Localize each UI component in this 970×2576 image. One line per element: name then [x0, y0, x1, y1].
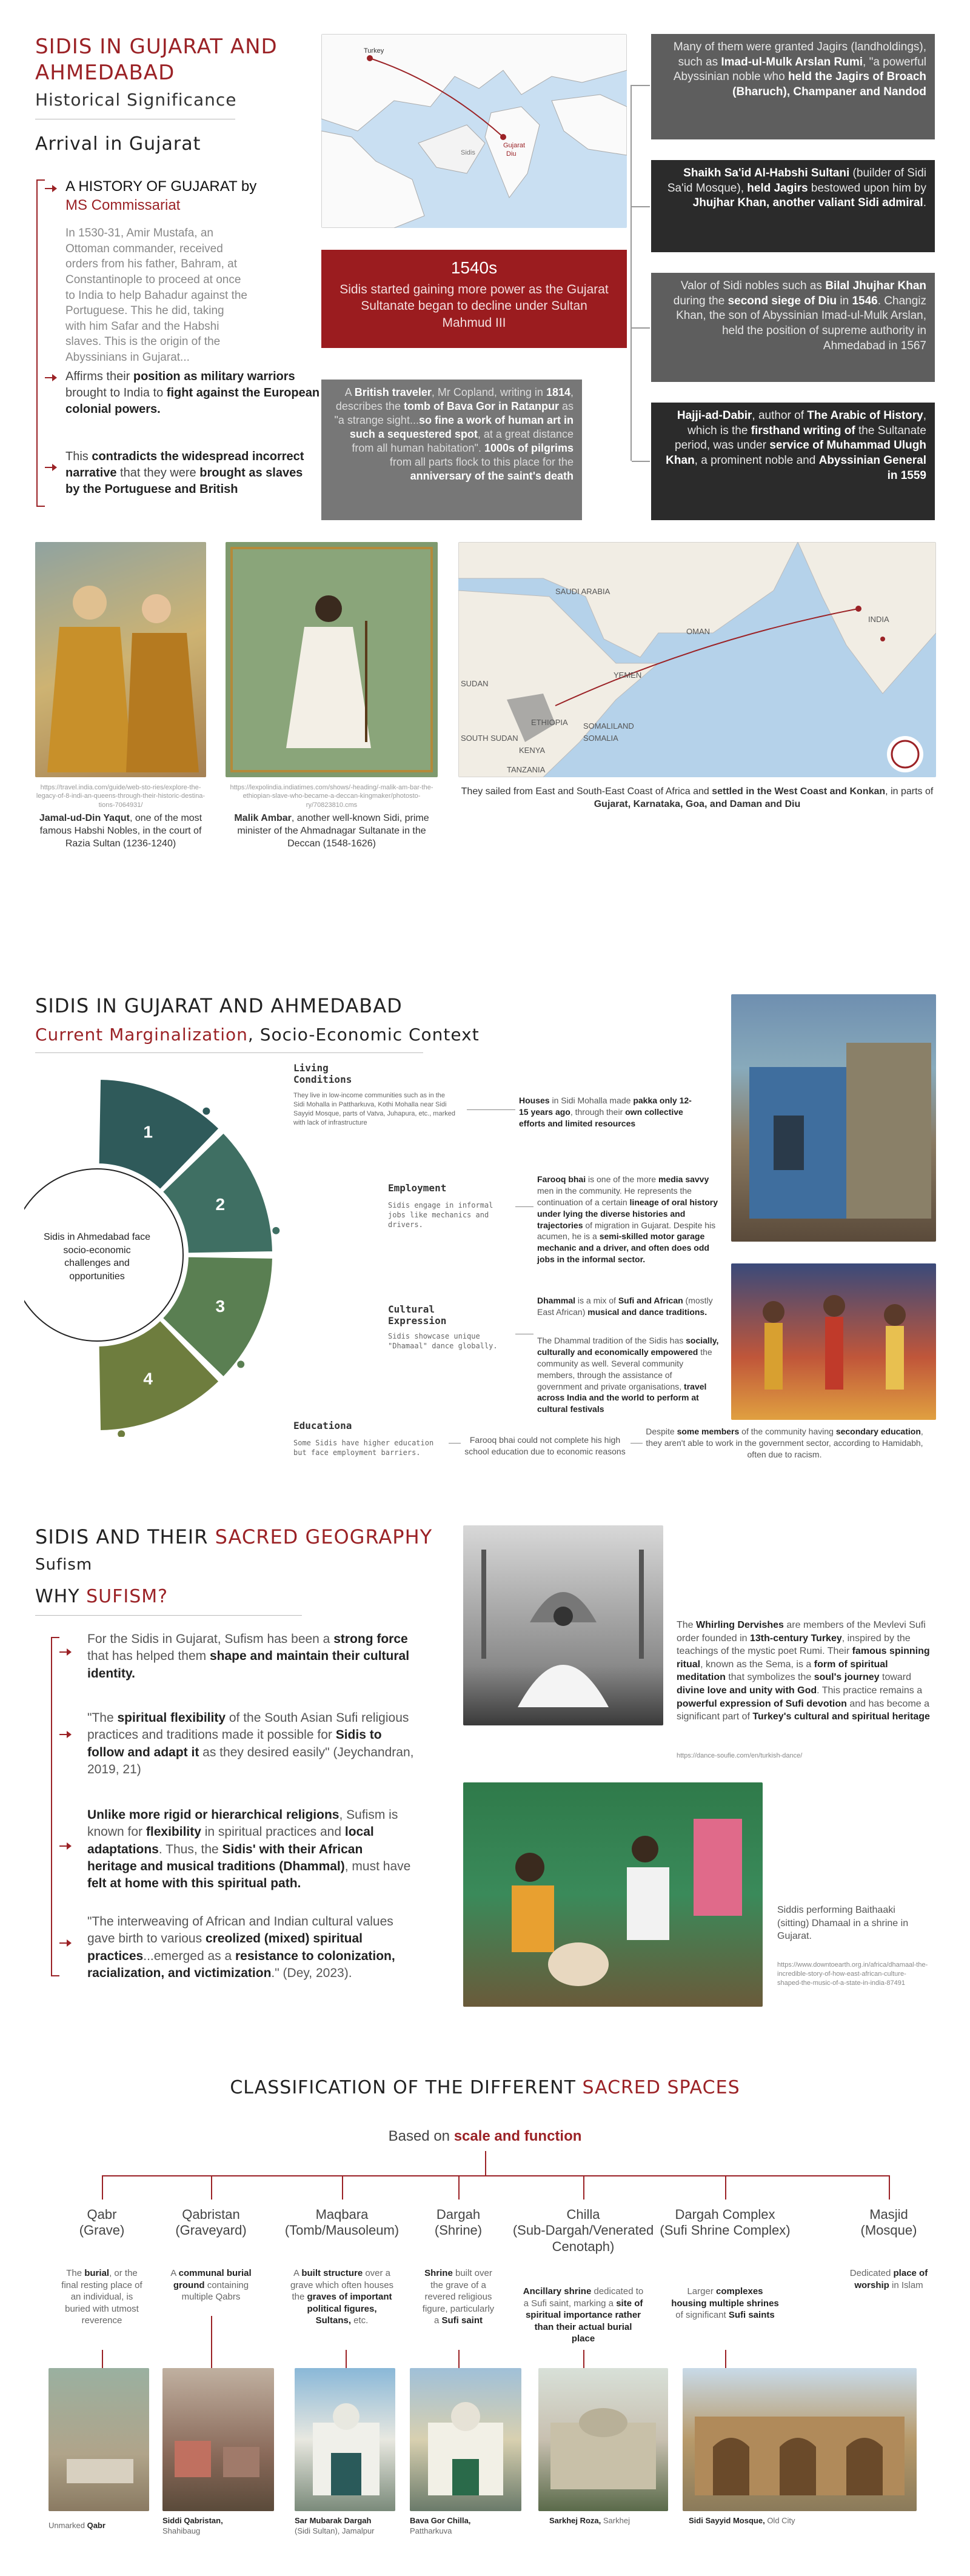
map-label: ETHIOPIA	[531, 718, 568, 727]
year-box: 1540s Sidis started gaining more power as the Gujarat Sultanate began to decline under Sultan Mahmud III	[321, 250, 627, 348]
farooq-text: Farooq bhai is one of the more media savvy men in the community. He represents the continuation of a certain lineage of oral history under lying the diverse histories and trajectories of migration in Gujarat. Despite his acumen, he is a semi-skilled motor garage mechanic and a driver, and often does odd jobs in the informal sector.	[537, 1174, 718, 1265]
photo-dhamaal-dance	[731, 1263, 936, 1420]
photo-illustration	[48, 2368, 149, 2511]
tree-branch	[102, 2175, 889, 2176]
section1-title: SIDIS IN GUJARAT AND AHMEDABAD	[35, 35, 278, 85]
wheel-marker-dot	[117, 1430, 125, 1437]
section2-title: SIDIS IN GUJARAT AND AHMEDABAD	[35, 994, 403, 1017]
photo-illustration	[410, 2368, 521, 2511]
photo-sarkhej-roza	[538, 2368, 668, 2511]
cap-sarkhej-roza: Sarkhej Roza, Sarkhej	[549, 2516, 630, 2525]
tree-leaf	[725, 2175, 726, 2200]
map-svg	[458, 542, 936, 777]
baithaaki-caption: Siddis performing Baithaaki (sitting) Dhamaal in a shrine in Gujarat.	[777, 1905, 909, 1942]
arrow-icon	[59, 1845, 70, 1847]
map-label: OMAN	[686, 627, 710, 636]
photo-illustration	[731, 994, 936, 1242]
photo-illustration	[683, 2368, 917, 2511]
photo-connector	[725, 2350, 726, 2368]
wheel-segment-label: 4	[143, 1369, 153, 1388]
photo-illustration	[162, 2368, 274, 2511]
photo-connector	[458, 2350, 460, 2368]
jagir-box: Many of them were granted Jagirs (landholdings), such as Imad-ul-Mulk Arslan Rumi, "a powerful Abyssinian noble who held the Jagirs of Broach (Bharuch), Champaner and Nandod	[651, 34, 935, 139]
cap-sar-mubarak: Sar Mubarak Dargah (Sidi Sultan), Jamalpur	[295, 2516, 375, 2535]
connector-line	[630, 1443, 643, 1444]
photo-illustration	[295, 2368, 395, 2511]
portrait-jamal-ud-din-yaqut	[35, 542, 206, 777]
sufism-point-1: For the Sidis in Gujarat, Sufism has been a strong force that has helped them shape and maintain their cultural identity.	[87, 1632, 410, 1681]
item-desc-education: Some Sidis have higher education but face employment barriers.	[293, 1439, 434, 1457]
connector-tick	[632, 206, 650, 207]
whirling-source: https://dance-soufie.com/en/turkish-dance/	[677, 1752, 803, 1759]
map-label: INDIA	[868, 615, 889, 624]
desc-maqbara: A built structure over a grave which often houses the graves of important political figures, Sultans, etc.	[290, 2268, 394, 2326]
connector-line	[449, 1443, 461, 1444]
section1-subtitle: Historical Significance	[35, 90, 237, 110]
map-label: TANZANIA	[507, 765, 546, 774]
space-dargah-complex: Dargah Complex (Sufi Shrine Complex)	[660, 2207, 791, 2238]
wheel-marker-dot	[236, 1360, 245, 1368]
valor-box: Valor of Sidi nobles such as Bilal Jhujhar Khan during the second siege of Diu in 1546. Changiz Khan, the son of Abyssinian Imad-ul-Mulk Arslan, held the position of supreme authority in Ahmedabad in 1567	[651, 273, 935, 382]
divider	[35, 1615, 302, 1616]
desc-masjid: Dedicated place of worship in Islam	[849, 2268, 928, 2290]
map-label: SOMALIA	[583, 734, 618, 743]
map-label: YEMEN	[614, 671, 642, 680]
portrait-caption: Malik Ambar, another well-known Sidi, prime minister of the Ahmadnagar Sultanate in the Deccan (1548-1626)	[234, 813, 429, 849]
map-label: Sidis	[461, 149, 475, 156]
tree-leaf	[102, 2175, 103, 2200]
item-desc-employment: Sidis engage in informal jobs like mechanics and drivers.	[388, 1201, 493, 1229]
map-label: SOUTH SUDAN	[461, 734, 518, 743]
map-svg	[321, 34, 627, 228]
item-title-employment: Employment	[388, 1182, 447, 1194]
context-wheel	[24, 1073, 291, 1437]
houses-text: Houses in Sidi Mohalla made pakka only 12-15 years ago, through their own collective efforts and limited resources	[519, 1096, 692, 1128]
portrait-malik-ambar	[226, 542, 438, 777]
photo-connector	[583, 2350, 584, 2368]
arrow-icon	[45, 188, 56, 189]
item-desc-cultural: Sidis showcase unique "Dhamaal" dance globally.	[388, 1332, 498, 1351]
map-label: Gujarat	[503, 142, 526, 149]
connector-tick	[632, 85, 650, 86]
desc-qabristan: A communal burial ground containing multiple Qabrs	[170, 2268, 252, 2302]
traveler-box: A British traveler, Mr Copland, writing in 1814, describes the tomb of Bava Gor in Ratanpur as "a strange sight...so fine a work of human art in such a sequestered spot, at a great distance from all human habitation". 1000s of pilgrims from all parts flock to this place for the anniversary of the saint's death	[321, 380, 582, 520]
photo-unmarked-qabr	[48, 2368, 149, 2511]
classification-basis: Based on scale and function	[388, 2128, 582, 2144]
tree-leaf	[458, 2175, 460, 2200]
history-body: In 1530-31, Amir Mustafa, an Ottoman commander, received orders from his father, Bahram, at Constantinople to proceed at once to India to help Bahadur against the Portuguese. This he did, taking with him Safar and the Habshi slaves. This is the origin of the Abyssinians in Gujarat...	[65, 227, 248, 364]
portrait-illustration	[35, 542, 206, 777]
baithaaki-source: https://www.downtoearth.org.in/africa/dhamaal-the-incredible-story-of-how-east-african-culture-shaped-the-music-of-a-state-in-india-87491	[777, 1961, 928, 1987]
sufism-point-3: Unlike more rigid or hierarchical religions, Sufism is known for flexibility in spiritual practices and local adaptations. Thus, the Sidis' with their African heritage and musical traditions (Dhammal), must have felt at home with this spiritual path.	[87, 1808, 411, 1891]
photo-sidi-sayyid-mosque	[683, 2368, 917, 2511]
dhammal-tradition-text: The Dhammal tradition of the Sidis has socially, culturally and economically empowered the community as well. Several community members, through the assistance of government and private organisations, travel across India and the world to perform at cultural festivals	[537, 1336, 719, 1414]
cap-unmarked-qabr: Unmarked Qabr	[48, 2521, 105, 2530]
divider	[35, 1052, 423, 1053]
space-chilla: Chilla (Sub-Dargah/Venerated Cenotaph)	[512, 2207, 654, 2254]
map-label: SAUDI ARABIA	[555, 587, 610, 596]
dhammal-text: Dhammal is a mix of Sufi and African (mostly East African) musical and dance traditions.	[537, 1296, 713, 1317]
photo-illustration	[463, 1782, 763, 2007]
history-point-narrative: This contradicts the widespread incorrect narrative that they were brought as slaves by the Portuguese and British	[65, 450, 304, 496]
photo-illustration	[538, 2368, 668, 2511]
tree-stem	[485, 2151, 486, 2175]
connector-tick	[632, 327, 650, 329]
space-dargah: Dargah (Shrine)	[434, 2207, 483, 2238]
space-masjid: Masjid (Mosque)	[860, 2207, 917, 2238]
desc-qabr: The burial, or the final resting place of an individual, is buried with utmost reverence	[61, 2268, 142, 2326]
tree-leaf	[211, 2175, 212, 2200]
space-qabristan: Qabristan (Graveyard)	[175, 2207, 247, 2238]
map-label: Turkey	[364, 47, 384, 55]
history-point-warriors: Affirms their position as military warriors brought to India to fight against the European colonial powers.	[65, 370, 320, 416]
portrait-illustration	[226, 542, 438, 777]
wheel-center-text: Sidis in Ahmedabad face socio-economic challenges and opportunities	[43, 1232, 151, 1282]
space-qabr: Qabr (Grave)	[79, 2207, 125, 2238]
route-map-large	[458, 542, 936, 777]
map-label: Diu	[506, 150, 517, 158]
arrow-icon	[59, 1651, 70, 1653]
connector-line	[515, 1206, 534, 1207]
cap-sidi-sayyid: Sidi Sayyid Mosque, Old City	[689, 2516, 795, 2525]
sufism-point-4: "The interweaving of African and Indian cultural values gave birth to various creolized (mixed) spiritual practices...emerged as a resistance to colonization, racialization, and victimization." (Dey, 2023).	[87, 1915, 395, 1981]
photo-siddi-qabristan	[162, 2368, 274, 2511]
space-maqbara: Maqbara (Tomb/Mausoleum)	[284, 2207, 400, 2238]
map2-caption: They sailed from East and South-East Coast of Africa and settled in the West Coast and Konkan, in parts of Gujarat, Karnataka, Goa, and Daman and Diu	[461, 786, 934, 809]
cap-siddi-qabristan: Siddi Qabristan, Shahibaug	[162, 2516, 223, 2535]
section-arrival: Arrival in Gujarat	[35, 133, 201, 155]
photo-baithaaki-dhamaal	[463, 1782, 763, 2007]
arrow-icon	[59, 1734, 70, 1735]
section3-title: SIDIS AND THEIR SACRED GEOGRAPHY	[35, 1525, 433, 1548]
cap-bava-gor: Bava Gor Chilla, Pattharkuva	[410, 2516, 471, 2535]
section2-subtitle: Current Marginalization, Socio-Economic Context	[35, 1025, 480, 1045]
history-bracket	[36, 179, 45, 507]
portrait-source-url: https://lexpolindia.indiatimes.com/shows/-heading/-malik-am-bar-the-ethiopian-slave-who-became-a-deccan-kingmaker/photosto-ry/70823810.cms	[230, 784, 433, 809]
wheel-segment-label: 2	[215, 1194, 226, 1214]
photo-illustration	[463, 1525, 663, 1725]
section3-subtitle: Sufism	[35, 1556, 93, 1574]
photo-illustration	[731, 1263, 936, 1420]
shaikh-box: Shaikh Sa'id Al-Habshi Sultani (builder of Sidi Sa'id Mosque), held Jagirs bestowed upon him by Jhujhar Khan, another valiant Sidi admiral.	[651, 160, 935, 252]
desc-dargah: Shrine built over the grave of a revered religious figure, particularly a Sufi saint	[422, 2268, 495, 2326]
tree-leaf	[889, 2175, 890, 2200]
photo-bava-gor-chilla	[410, 2368, 521, 2511]
connector-tick	[632, 461, 650, 462]
sufism-bracket	[51, 1637, 59, 1976]
wheel-segment-label: 3	[215, 1297, 226, 1316]
item-desc-living: They live in low-income communities such as in the Sidi Mohalla in Pattharkuva, Kothi Mohalla near Sidi Sayyid Mosque, parts of Vatva, Juhapura, etc., marked with lack of infrastructure	[293, 1092, 455, 1126]
desc-dargah-complex: Larger complexes housing multiple shrines of significant Sufi saints	[671, 2286, 779, 2320]
photo-sar-mubarak-dargah	[295, 2368, 395, 2511]
education-farooq: Farooq bhai could not complete his high school education due to economic reasons	[464, 1435, 626, 1456]
item-title-living: Living Conditions	[293, 1062, 352, 1085]
wheel-marker-dot	[202, 1107, 210, 1116]
map-label: SOMALILAND	[583, 721, 634, 731]
connector-line	[467, 1109, 515, 1110]
hajji-box: Hajji-ad-Dabir, author of The Arabic of History, which is the firsthand writing of the Sultanate period, was under service of Muhammad Ulugh Khan, a prominent noble and Abyssinian General in 1559	[651, 403, 935, 520]
arrow-icon	[45, 377, 56, 378]
arrow-icon	[45, 467, 56, 468]
photo-whirling-dervish	[463, 1525, 663, 1725]
classification-title: CLASSIFICATION OF THE DIFFERENT SACRED SPACES	[230, 2077, 740, 2098]
photo-connector	[102, 2350, 103, 2368]
portrait-caption: Jamal-ud-Din Yaqut, one of the most famous Habshi Nobles, in the court of Razia Sultan (1236-1240)	[39, 813, 202, 849]
tree-leaf	[342, 2175, 343, 2200]
education-members: Despite some members of the community having secondary education, they aren't able to work in the government sector, according to Hamidabh, often due to racism.	[646, 1427, 923, 1459]
map-label: SUDAN	[461, 679, 489, 688]
tree-leaf	[583, 2175, 584, 2200]
route-map-small	[321, 34, 627, 228]
item-title-cultural: Cultural Expression	[388, 1303, 447, 1326]
wheel-segment-label: 1	[143, 1122, 153, 1142]
sufism-point-2: "The spiritual flexibility of the South Asian Sufi religious practices and traditions made it possible for Sidis to follow and adapt it as they desired easily" (Jeychandran, 2019, 21)	[87, 1711, 414, 1777]
why-sufism: WHY SUFISM?	[35, 1586, 169, 1607]
timeline-connector	[630, 85, 632, 461]
photo-sidi-mohalla-house	[731, 994, 936, 1242]
portrait-source-url: https://travel.india.com/guide/web-sto-ries/explore-the-legacy-of-8-indi-an-queens-through-their-historic-destina-tions-7064931/	[36, 784, 206, 809]
whirling-text: The Whirling Dervishes are members of the Mevlevi Sufi order founded in 13th-century Turkey, inspired by the teachings of the mystic poet Rumi. Their famous spinning ritual, known as the Sema, is a form of spiritual meditation that symbolizes the soul's journey toward divine love and unity with God. This practice remains a powerful expression of Sufi devotion and has become a significant part of Turkey's cultural and spiritual heritage	[677, 1620, 930, 1722]
map-label: KENYA	[519, 746, 546, 755]
desc-chilla: Ancillary shrine dedicated to a Sufi saint, marking a site of spiritual importance rather than their actual burial place	[523, 2286, 644, 2344]
history-heading: A HISTORY OF GUJARAT by MS Commissariat	[65, 178, 257, 214]
photo-connector	[346, 2350, 347, 2368]
photo-connector	[211, 2316, 212, 2368]
wheel-marker-dot	[272, 1226, 280, 1235]
item-title-education: Educationa	[293, 1420, 352, 1431]
arrow-icon	[59, 1942, 70, 1944]
